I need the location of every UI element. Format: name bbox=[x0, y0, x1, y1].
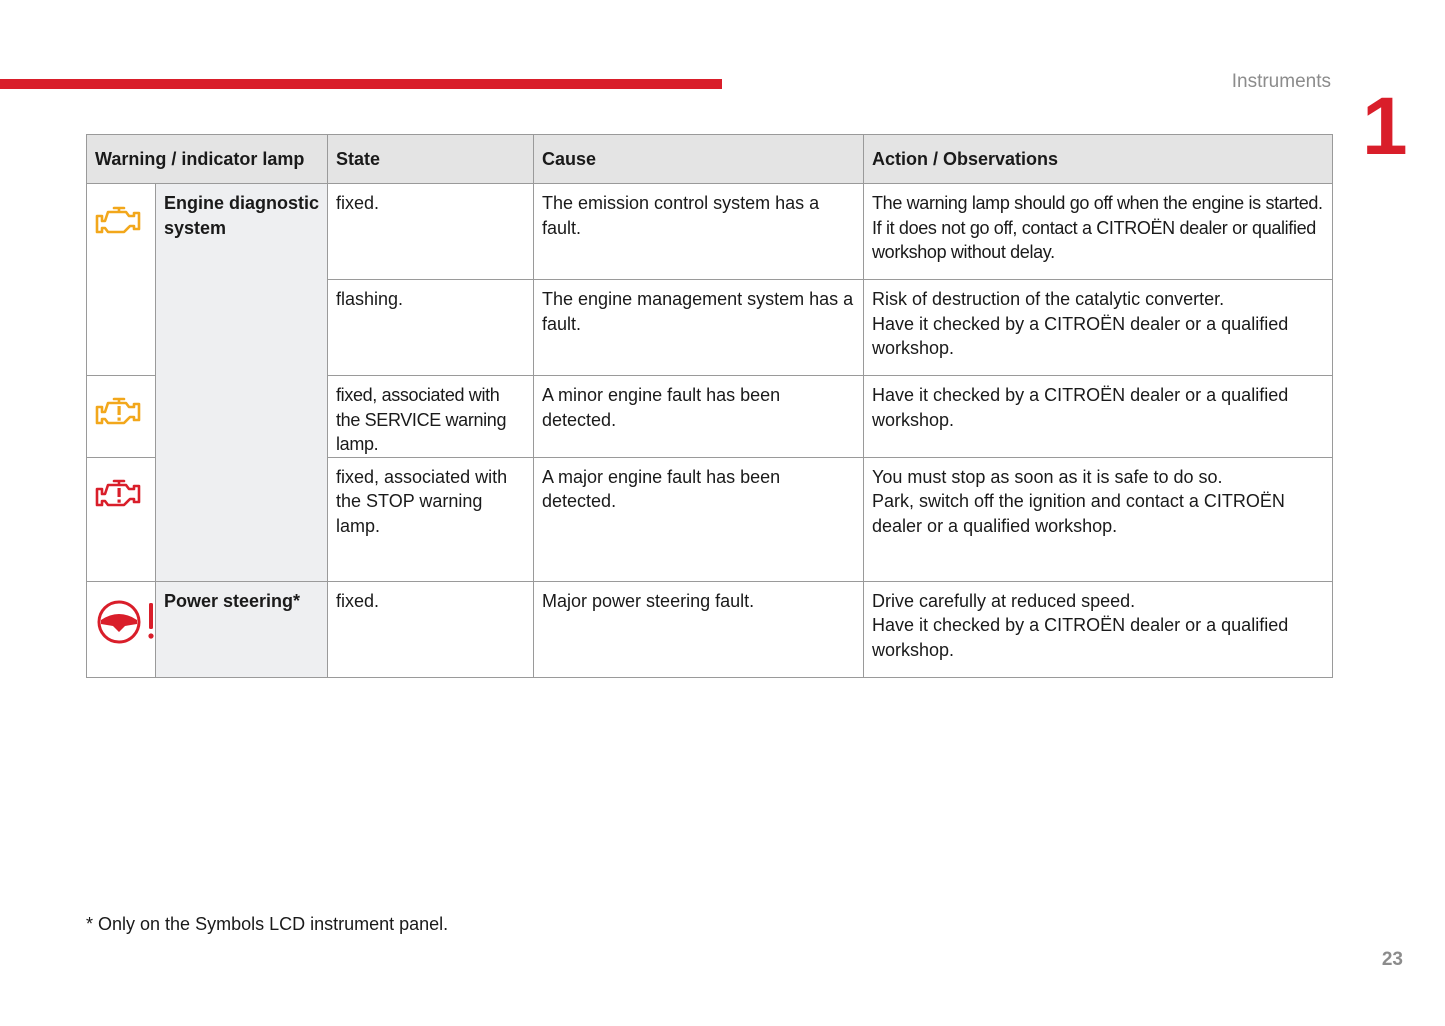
engine-fault-major-icon bbox=[95, 475, 145, 515]
engine-diagnostic-icon bbox=[95, 201, 145, 241]
cause-cell: Major power steering fault. bbox=[534, 581, 864, 677]
cause-cell: A major engine fault has been detected. bbox=[534, 457, 864, 581]
table-row bbox=[87, 184, 1333, 280]
action-cell: Have it checked by a CITROËN dealer or a qualified workshop. bbox=[864, 376, 1333, 458]
column-header-lamp: Warning / indicator lamp bbox=[87, 135, 328, 184]
column-header-cause: Cause bbox=[534, 135, 864, 184]
lamp-name-engine-diagnostic: Engine diagnostic system bbox=[156, 184, 328, 582]
table-row bbox=[87, 581, 1333, 677]
lamp-name-power-steering: Power steering* bbox=[156, 581, 328, 677]
state-cell: fixed, associated with the STOP warning lamp. bbox=[328, 457, 534, 581]
table-header-row bbox=[87, 135, 1333, 184]
page-number: 23 bbox=[1381, 949, 1403, 970]
engine-fault-minor-icon bbox=[95, 393, 145, 433]
section-title: Instruments bbox=[1231, 71, 1331, 92]
power-steering-warning-icon bbox=[95, 598, 157, 648]
lamp-icon-cell bbox=[87, 581, 156, 677]
chapter-number: 1 bbox=[1362, 81, 1408, 172]
action-cell: Drive carefully at reduced speed. Have it checked by a CITROËN dealer or a qualified workshop. bbox=[864, 581, 1333, 677]
cause-cell: The engine management system has a fault. bbox=[534, 280, 864, 376]
column-header-state: State bbox=[328, 135, 534, 184]
action-cell: Risk of destruction of the catalytic converter. Have it checked by a CITROËN dealer or a qualified workshop. bbox=[864, 280, 1333, 376]
warning-lamp-table bbox=[86, 134, 1333, 678]
action-cell: You must stop as soon as it is safe to do so. Park, switch off the ignition and contact a CITROËN dealer or a qualified workshop. bbox=[864, 457, 1333, 581]
state-cell: fixed. bbox=[328, 184, 534, 280]
header-accent-bar bbox=[0, 79, 722, 89]
action-cell: The warning lamp should go off when the engine is started. If it does not go off, contact a CITROËN dealer or qualified workshop without delay. bbox=[864, 184, 1333, 280]
state-cell: fixed, associated with the SERVICE warning lamp. bbox=[328, 376, 534, 458]
cause-cell: A minor engine fault has been detected. bbox=[534, 376, 864, 458]
state-cell: fixed. bbox=[328, 581, 534, 677]
lamp-icon-cell bbox=[87, 457, 156, 581]
cause-cell: The emission control system has a fault. bbox=[534, 184, 864, 280]
lamp-icon-cell bbox=[87, 184, 156, 376]
footnote: * Only on the Symbols LCD instrument panel. bbox=[86, 914, 449, 934]
column-header-action: Action / Observations bbox=[864, 135, 1333, 184]
lamp-icon-cell bbox=[87, 376, 156, 458]
state-cell: flashing. bbox=[328, 280, 534, 376]
